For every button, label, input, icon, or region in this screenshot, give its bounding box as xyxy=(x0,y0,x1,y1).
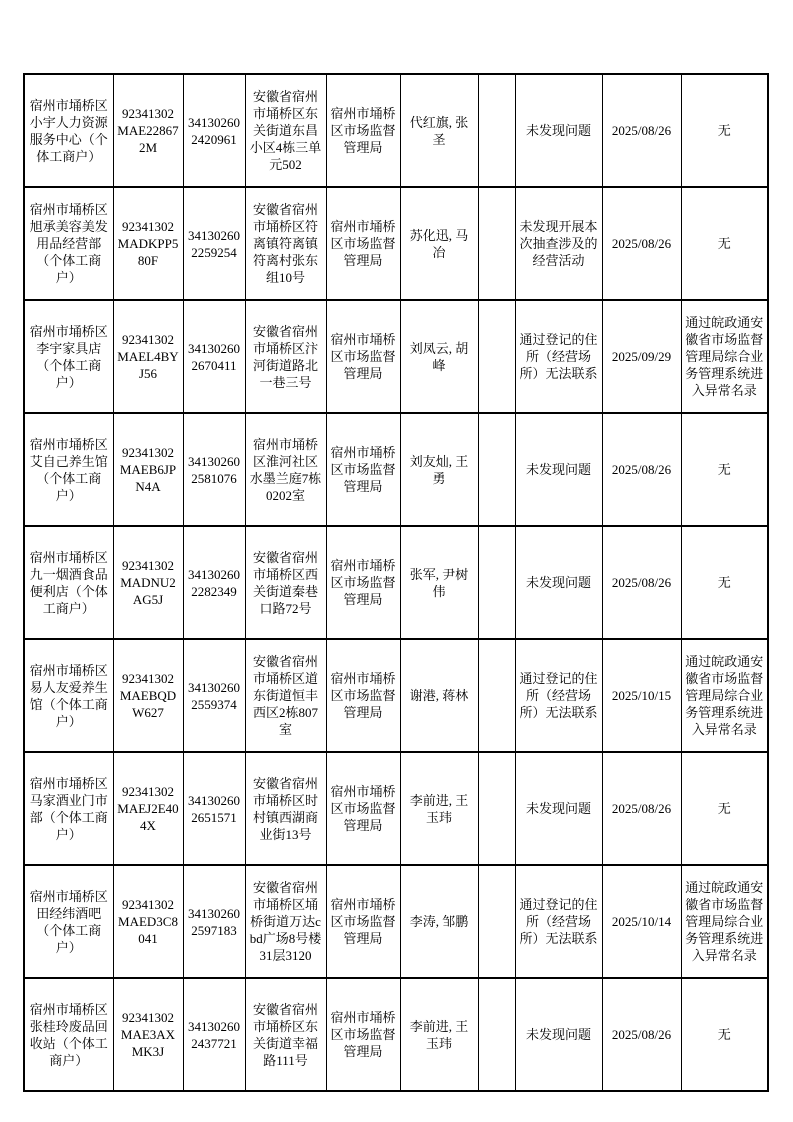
cell-result: 未发现问题 xyxy=(515,413,602,526)
cell-address: 安徽省宿州市埇桥区西关街道秦巷口路72号 xyxy=(245,526,326,639)
table-row xyxy=(24,74,768,187)
cell-credit-code: 92341302MAEJ2E404X xyxy=(113,752,183,865)
cell-credit-code: 92341302MAE3AXMK3J xyxy=(113,978,183,1091)
cell-date: 2025/08/26 xyxy=(602,752,681,865)
cell-extra xyxy=(478,74,515,187)
cell-reg-no: 341302602437721 xyxy=(183,978,245,1091)
cell-date: 2025/10/14 xyxy=(602,865,681,978)
cell-date: 2025/08/26 xyxy=(602,978,681,1091)
cell-reg-no: 341302602282349 xyxy=(183,526,245,639)
cell-authority: 宿州市埇桥区市场监督管理局 xyxy=(326,74,400,187)
table-row xyxy=(24,187,768,300)
cell-extra xyxy=(478,865,515,978)
cell-reg-no: 341302602670411 xyxy=(183,300,245,413)
cell-address: 安徽省宿州市埇桥区时村镇西湖商业街13号 xyxy=(245,752,326,865)
cell-address: 安徽省宿州市埇桥区道东街道恒丰西区2栋807室 xyxy=(245,639,326,752)
cell-authority: 宿州市埇桥区市场监督管理局 xyxy=(326,865,400,978)
cell-address: 安徽省宿州市埇桥区东关街道东昌小区4栋三单元502 xyxy=(245,74,326,187)
cell-extra xyxy=(478,300,515,413)
cell-authority: 宿州市埇桥区市场监督管理局 xyxy=(326,526,400,639)
cell-inspectors: 张军, 尹树伟 xyxy=(400,526,478,639)
cell-authority: 宿州市埇桥区市场监督管理局 xyxy=(326,413,400,526)
cell-address: 安徽省宿州市埇桥区埇桥街道万达cbd广场8号楼31层3120 xyxy=(245,865,326,978)
cell-result: 未发现问题 xyxy=(515,526,602,639)
cell-inspectors: 代红旗, 张圣 xyxy=(400,74,478,187)
cell-remark: 无 xyxy=(681,74,768,187)
cell-extra xyxy=(478,526,515,639)
cell-name: 宿州市埇桥区田经纬酒吧（个体工商户） xyxy=(24,865,113,978)
table-row xyxy=(24,865,768,978)
cell-inspectors: 谢港, 蒋林 xyxy=(400,639,478,752)
cell-remark: 通过皖政通安徽省市场监督管理局综合业务管理系统进入异常名录 xyxy=(681,639,768,752)
cell-result: 通过登记的住所（经营场所）无法联系 xyxy=(515,639,602,752)
cell-name: 宿州市埇桥区艾自己养生馆（个体工商户） xyxy=(24,413,113,526)
cell-date: 2025/08/26 xyxy=(602,187,681,300)
cell-remark: 无 xyxy=(681,526,768,639)
cell-inspectors: 李前进, 王玉玮 xyxy=(400,978,478,1091)
cell-extra xyxy=(478,413,515,526)
cell-name: 宿州市埇桥区小宇人力资源服务中心（个体工商户） xyxy=(24,74,113,187)
cell-name: 宿州市埇桥区张桂玲废品回收站（个体工商户） xyxy=(24,978,113,1091)
cell-authority: 宿州市埇桥区市场监督管理局 xyxy=(326,978,400,1091)
table-row xyxy=(24,526,768,639)
cell-result: 未发现问题 xyxy=(515,752,602,865)
cell-credit-code: 92341302MADNU2AG5J xyxy=(113,526,183,639)
cell-reg-no: 341302602420961 xyxy=(183,74,245,187)
cell-credit-code: 92341302MAE228672M xyxy=(113,74,183,187)
table-row xyxy=(24,978,768,1091)
cell-inspectors: 李前进, 王玉玮 xyxy=(400,752,478,865)
cell-inspectors: 苏化迅, 马冶 xyxy=(400,187,478,300)
inspection-table xyxy=(23,73,769,1092)
cell-address: 安徽省宿州市埇桥区东关街道幸福路111号 xyxy=(245,978,326,1091)
table-row xyxy=(24,413,768,526)
cell-name: 宿州市埇桥区旭承美容美发用品经营部（个体工商户） xyxy=(24,187,113,300)
cell-authority: 宿州市埇桥区市场监督管理局 xyxy=(326,187,400,300)
cell-address: 安徽省宿州市埇桥区符离镇符离镇符离村张东组10号 xyxy=(245,187,326,300)
cell-result: 未发现问题 xyxy=(515,978,602,1091)
cell-inspectors: 刘友灿, 王勇 xyxy=(400,413,478,526)
cell-credit-code: 92341302MAED3C8041 xyxy=(113,865,183,978)
cell-remark: 无 xyxy=(681,752,768,865)
cell-name: 宿州市埇桥区九一烟酒食品便利店（个体工商户） xyxy=(24,526,113,639)
cell-reg-no: 341302602559374 xyxy=(183,639,245,752)
cell-credit-code: 92341302MADKPP580F xyxy=(113,187,183,300)
cell-credit-code: 92341302MAEBQDW627 xyxy=(113,639,183,752)
cell-address: 安徽省宿州市埇桥区汴河街道路北一巷三号 xyxy=(245,300,326,413)
cell-remark: 通过皖政通安徽省市场监督管理局综合业务管理系统进入异常名录 xyxy=(681,865,768,978)
cell-date: 2025/08/26 xyxy=(602,413,681,526)
cell-remark: 通过皖政通安徽省市场监督管理局综合业务管理系统进入异常名录 xyxy=(681,300,768,413)
table-row xyxy=(24,300,768,413)
cell-date: 2025/08/26 xyxy=(602,74,681,187)
cell-result: 未发现开展本次抽查涉及的经营活动 xyxy=(515,187,602,300)
table-row xyxy=(24,752,768,865)
cell-extra xyxy=(478,639,515,752)
cell-extra xyxy=(478,752,515,865)
cell-name: 宿州市埇桥区李宇家具店（个体工商户） xyxy=(24,300,113,413)
cell-date: 2025/10/15 xyxy=(602,639,681,752)
cell-name: 宿州市埇桥区易人友爱养生馆（个体工商户） xyxy=(24,639,113,752)
cell-inspectors: 李涛, 邹鹏 xyxy=(400,865,478,978)
cell-authority: 宿州市埇桥区市场监督管理局 xyxy=(326,300,400,413)
cell-reg-no: 341302602597183 xyxy=(183,865,245,978)
cell-reg-no: 341302602581076 xyxy=(183,413,245,526)
cell-result: 未发现问题 xyxy=(515,74,602,187)
cell-address: 宿州市埇桥区淮河社区水墨兰庭7栋0202室 xyxy=(245,413,326,526)
cell-reg-no: 341302602259254 xyxy=(183,187,245,300)
cell-credit-code: 92341302MAEB6JPN4A xyxy=(113,413,183,526)
cell-authority: 宿州市埇桥区市场监督管理局 xyxy=(326,639,400,752)
table-row xyxy=(24,639,768,752)
cell-date: 2025/08/26 xyxy=(602,526,681,639)
cell-remark: 无 xyxy=(681,187,768,300)
cell-name: 宿州市埇桥区马家酒业门市部（个体工商户） xyxy=(24,752,113,865)
cell-authority: 宿州市埇桥区市场监督管理局 xyxy=(326,752,400,865)
cell-reg-no: 341302602651571 xyxy=(183,752,245,865)
cell-remark: 无 xyxy=(681,978,768,1091)
cell-date: 2025/09/29 xyxy=(602,300,681,413)
cell-credit-code: 92341302MAEL4BYJ56 xyxy=(113,300,183,413)
cell-result: 通过登记的住所（经营场所）无法联系 xyxy=(515,300,602,413)
cell-extra xyxy=(478,978,515,1091)
cell-extra xyxy=(478,187,515,300)
cell-result: 通过登记的住所（经营场所）无法联系 xyxy=(515,865,602,978)
cell-inspectors: 刘凤云, 胡峰 xyxy=(400,300,478,413)
cell-remark: 无 xyxy=(681,413,768,526)
